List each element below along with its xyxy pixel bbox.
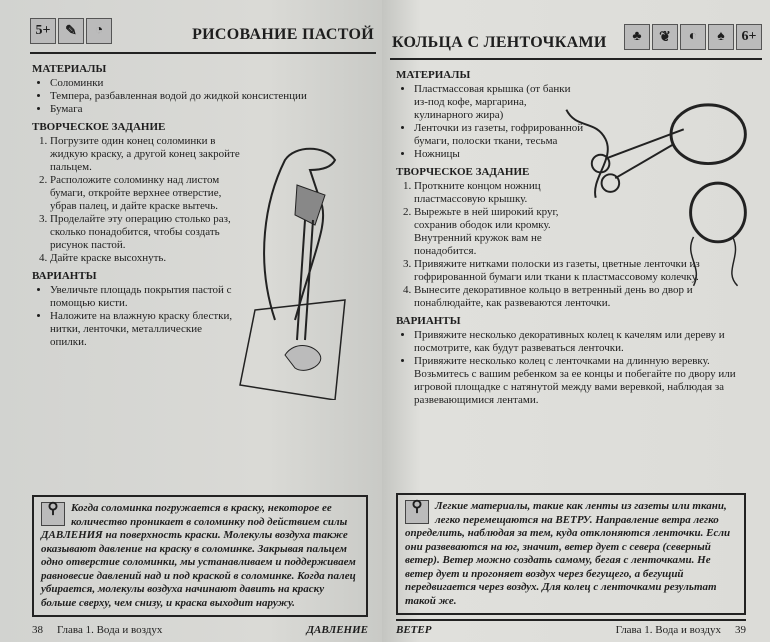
age-badge: 5+: [30, 18, 56, 44]
note-text: Легкие материалы, такие как ленты из газеты или ткани, легко перемещаются на ВЕТРУ. Направление ветра легко определить, наблюдая за тем, куда отклоняются ленточки. Если они развеваются на юг, значит, ветер дует с севера (северный ветер). Ветер можно создать самому, бегая с ленточками. Не ветер дует и прогоняет воздух через бегущего, а бегущий передвигается через воздух. Для колец с ленточками результат такой же.: [405, 500, 731, 607]
materials-heading: МАТЕРИАЛЫ: [396, 69, 471, 81]
variants-list: [396, 329, 746, 407]
right-page: [382, 0, 770, 642]
list-item: • Наложите на влажную краску блестки, нитки, ленточки, металлические опилки.: [50, 310, 240, 349]
steps-list: [396, 180, 746, 310]
list-item: • Ленточки из газеты, гофрированной бумаги, полоски ткани, тесьма: [414, 122, 584, 148]
topic-label: ДАВЛЕНИЕ: [306, 624, 368, 636]
left-footer: [32, 621, 368, 636]
materials-list: [32, 77, 368, 116]
list-item: 4. Дайте краске высохнуть.: [50, 252, 240, 265]
list-item: 3. Привяжите нитками полоски из газеты, цветные ленточки из гофрированной бумаги или ткани к пластмассовому колечку.: [414, 258, 746, 284]
list-item: 3. Проделайте эту операцию столько раз, сколько понадобится, чтобы создать рисунок пастой.: [50, 213, 240, 252]
list-item: • Привяжите несколько колец с ленточками на длинную веревку. Возьмитесь с вашим ребенком за ее концы и побегайте по двору или игровой площадке с натянутой между вами веревкой, наблюдая за развевающимися лентами.: [414, 355, 746, 407]
left-header: [30, 14, 376, 54]
topic-label: ВЕТЕР: [396, 624, 432, 636]
right-footer: [396, 619, 746, 636]
leaf-icon: ❦: [652, 24, 678, 50]
task-heading: ТВОРЧЕСКОЕ ЗАДАНИЕ: [32, 121, 166, 133]
flame-icon: ♠: [708, 24, 734, 50]
right-content: [396, 64, 746, 636]
list-item: • Темпера, разбавленная водой до жидкой консистенции: [50, 90, 368, 103]
left-content: [32, 58, 368, 636]
page-title: КОЛЬЦА С ЛЕНТОЧКАМИ: [392, 34, 607, 51]
list-item: 1. Проткните концом ножниц пластмассовую крышку.: [414, 180, 564, 206]
variants-list: [32, 284, 240, 349]
right-header: [390, 20, 762, 60]
variants-heading: ВАРИАНТЫ: [396, 315, 461, 327]
variants-heading: ВАРИАНТЫ: [32, 270, 97, 282]
steps-list: [32, 135, 240, 265]
list-item: • Соломинки: [50, 77, 368, 90]
list-item: 1. Погрузите один конец соломинки в жидкую краску, а другой конец закройте пальцем.: [50, 135, 240, 174]
list-item: • Пластмассовая крышка (от банки из-под кофе, маргарина, кулинарного жира): [414, 83, 584, 122]
magnifier-icon: ⚲: [41, 502, 65, 526]
list-item: • Бумага: [50, 103, 368, 116]
list-item: 2. Вырежьте в ней широкий круг, сохранив ободок или кромку. Внутренний кружок вам не понадобится.: [414, 206, 564, 258]
tree-icon: ♣: [624, 24, 650, 50]
page-number: 39: [735, 624, 746, 636]
note-text: Когда соломинка погружается в краску, некоторое ее количество проникает в соломинку под действием силы ДАВЛЕНИЯ на поверхность краски. Молекулы воздуха также оказывают давление на краску в соломинке. Закрывая пальцем одно отверстие соломинки, мы устанавливаем и поддерживаем равновесие давлений над и под краской в соломинке. Когда палец убирается, молекулы воздуха начинают давить на краску больше сверху, чем снизу, и краска выходит наружу.: [41, 502, 356, 609]
list-item: • Ножницы: [414, 148, 584, 161]
page-number: 38: [32, 624, 43, 636]
materials-heading: МАТЕРИАЛЫ: [32, 63, 107, 75]
page-title: РИСОВАНИЕ ПАСТОЙ: [192, 26, 374, 43]
list-item: • Привяжите несколько декоративных колец к качелям или дереву и посмотрите, как будут развеваться ленточки.: [414, 329, 746, 355]
list-item: 2. Расположите соломинку над листом бумаги, откройте верхнее отверстие, убрав палец, и дайте краске вытечь.: [50, 174, 240, 213]
brush-icon: ✎: [58, 18, 84, 44]
list-item: • Увеличьте площадь покрытия пастой с помощью кисти.: [50, 284, 240, 310]
clock-icon: ◔: [86, 18, 112, 44]
list-item: 4. Вынесите декоративное кольцо в ветренный день во двор и понаблюдайте, как развеваются ленточки.: [414, 284, 746, 310]
task-heading: ТВОРЧЕСКОЕ ЗАДАНИЕ: [396, 166, 530, 178]
magnifier-icon: ⚲: [405, 500, 429, 524]
moon-icon: ◐: [680, 24, 706, 50]
chapter-label: Глава 1. Вода и воздух: [57, 624, 163, 636]
materials-list: [396, 83, 584, 161]
age-badge: 6+: [736, 24, 762, 50]
science-note: [396, 493, 746, 615]
left-page: [0, 0, 382, 642]
science-note: [32, 495, 368, 617]
chapter-label: Глава 1. Вода и воздух: [615, 624, 721, 636]
